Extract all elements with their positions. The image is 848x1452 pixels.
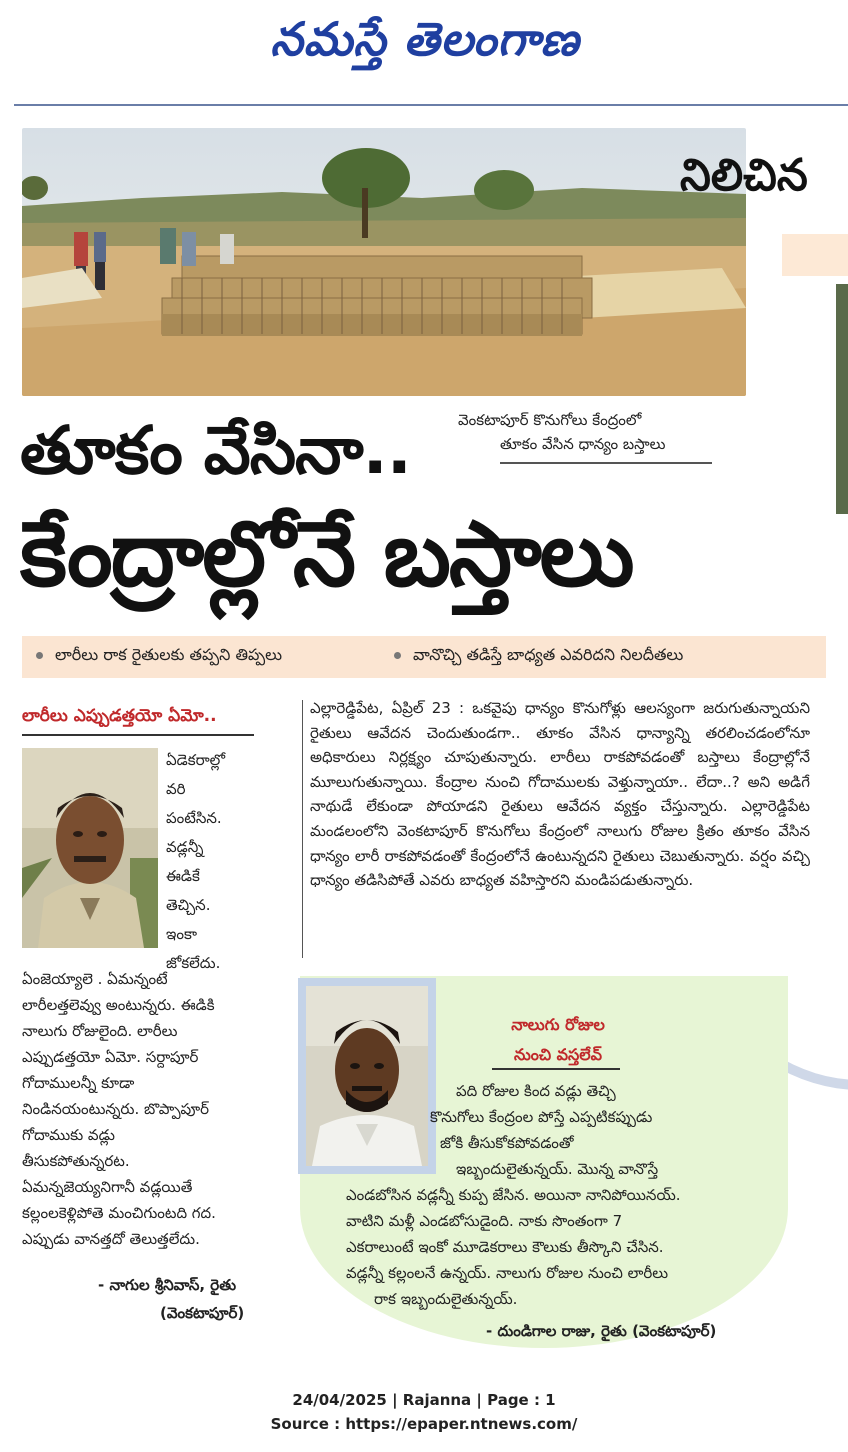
- column-divider: [302, 700, 303, 958]
- quote-heading-underline: [492, 1068, 620, 1070]
- left-signature: - నాగుల శ్రీనివాస్, రైతు: [98, 1276, 237, 1294]
- bullet-icon: [36, 652, 43, 659]
- photo-caption-line1: వెంకటాపూర్ కొనుగోలు కేంద్రంలో: [458, 411, 642, 429]
- quote-line: ఇబ్బందులైతున్నయ్. మొన్న వానొస్తే: [456, 1160, 659, 1178]
- photo-caption: [458, 408, 726, 456]
- quote-line: ఎండబోసిన వడ్లన్నీ కుప్ప జేసిన. అయినా నానిపోయినయ్.: [346, 1186, 681, 1204]
- quote-line: రాక ఇబ్బందులైతున్నయ్.: [374, 1290, 518, 1308]
- bullet-icon: [394, 652, 401, 659]
- quote-line: పది రోజుల కింద వడ్లు తెచ్చి: [456, 1082, 616, 1100]
- news-photo-paddy-bags: [22, 128, 746, 396]
- quote-line: ఎకరాలుంటే ఇంకో మూడెకరాలు కౌలుకు తీస్కొని చేసిన.: [346, 1238, 664, 1256]
- quote-line: జోకి తీసుకోకపోవడంతో: [440, 1134, 574, 1152]
- headline-line1: తూకం వేసినా..: [20, 412, 411, 489]
- left-column-text: ఏంజెయ్యాలె . ఏమన్నంటే లారీలత్తలెవ్వు అంటున్నరు. ఈడికి నాలుగు రోజులైంది. లారీలు ఎప్పుడత్తయో ఏమో. సర్దాపూర్ గోదాములన్నీ కూడా నిండినయంటున్నరు. బొప్పాపూర్ గోదాముకు వడ్లు తీసుకపోతున్నరట. ఏమన్నజెయ్యనిగానీ వడ్లయితే కల్లంలకెళ్లిపోతె మంచిగుంటది గద. ఎప్పుడు వానత్తదో తెలుత్తలేదు.: [22, 970, 216, 1248]
- subheadline-2: వానొచ్చి తడిస్తే బాధ్యత ఎవరిదని నిలదీతలు: [394, 645, 683, 668]
- quote-line: వడ్లన్నీ కల్లంలనే ఉన్నయ్. నాలుగు రోజుల నుంచి లారీలు: [346, 1264, 669, 1282]
- quote-signature: - దుండిగాల రాజు, రైతు (వెంకటాపూర్): [486, 1322, 717, 1340]
- photo-caption-line2: తూకం వేసిన ధాన్యం బస్తాలు: [500, 435, 666, 453]
- farmer-photo-frame: [298, 978, 436, 1174]
- subheadline-1: లారీలు రాక రైతులకు తప్పని తిప్పలు: [36, 645, 282, 668]
- masthead-divider: [14, 104, 848, 106]
- side-story-band: [782, 234, 848, 276]
- subheadline-bar: [22, 636, 826, 678]
- left-signature-place: (వెంకటాపూర్): [160, 1304, 245, 1322]
- left-heading-underline: [22, 734, 254, 736]
- main-article-body: ఎల్లారెడ్డిపేట, ఏప్రిల్ 23 : ఒకవైపు ధాన్యం కొనుగోళ్లు ఆలస్యంగా జరుగుతున్నాయని రైతులు ఆవేదన చెందుతుండగా.. తూకం వేసిన ధాన్యాన్ని తరలించడంలోనూ అధికారులు నిర్లక్ష్యం చూపుతున్నారు. లారీలు రాకపోవడంతో బస్తాలు కేంద్రాల్లోనే మూలుగుతున్నాయి. కేంద్రాల నుంచి గోదాములకు వెళ్తున్నాయా.. లేదా..? అని అడిగే నాథుడే లేకుండా పోయాడని రైతులు ఆవేదన వ్యక్తం చేస్తున్నారు. ఎల్లారెడ్డిపేట మండలంలోని వెంకటాపూర్ కొనుగోలు కేంద్రంలో నాలుగు రోజుల క్రితం తూకం వేసిన ధాన్యం లారీ రాకపోవడంతో కేంద్రంలోనే ఉంటున్నదని రైతులు చెబుతున్నారు. వర్షం వచ్చి ధాన్యం తడిసిపోతే ఎవరు బాధ్యత వహిస్తారని మండిపడుతున్నారు.: [310, 699, 810, 890]
- headline-line2: కేంద్రాల్లోనే బస్తాలు: [20, 502, 633, 607]
- left-narrow-text: ఏడెకరాల్లో వరి పంటేసిన. వడ్లన్నీ ఈడికే తెచ్చిన. ఇంకా జోకలేదు.: [166, 751, 226, 972]
- newspaper-title: నమస్తే తెలంగాణ: [270, 12, 580, 66]
- page-footer: [0, 1388, 848, 1436]
- quote-box-heading: నాలుగు రోజుల నుంచి వస్తలేవ్: [511, 1015, 605, 1064]
- caption-underline: [500, 462, 712, 464]
- footer-date-edition: 24/04/2025 | Rajanna | Page : 1: [292, 1391, 556, 1409]
- farmer-photo-srinivas: [22, 748, 158, 948]
- footer-source: Source : https://epaper.ntnews.com/: [270, 1415, 578, 1433]
- masthead: [0, 0, 848, 80]
- quote-line: కొనుగోలు కేంద్రంల పోస్తే ఎప్పటికప్పుడు: [430, 1108, 653, 1126]
- farmer-photo-raju: [306, 986, 428, 1166]
- side-story-headline: నిలిచిన: [680, 150, 808, 201]
- left-column-heading: లారీలు ఎప్పుడత్తయో ఏమో..: [22, 706, 217, 726]
- quote-line: వాటిని మళ్లీ ఎండబోసుడైంది. నాకు సొంతంగా 7: [346, 1212, 623, 1230]
